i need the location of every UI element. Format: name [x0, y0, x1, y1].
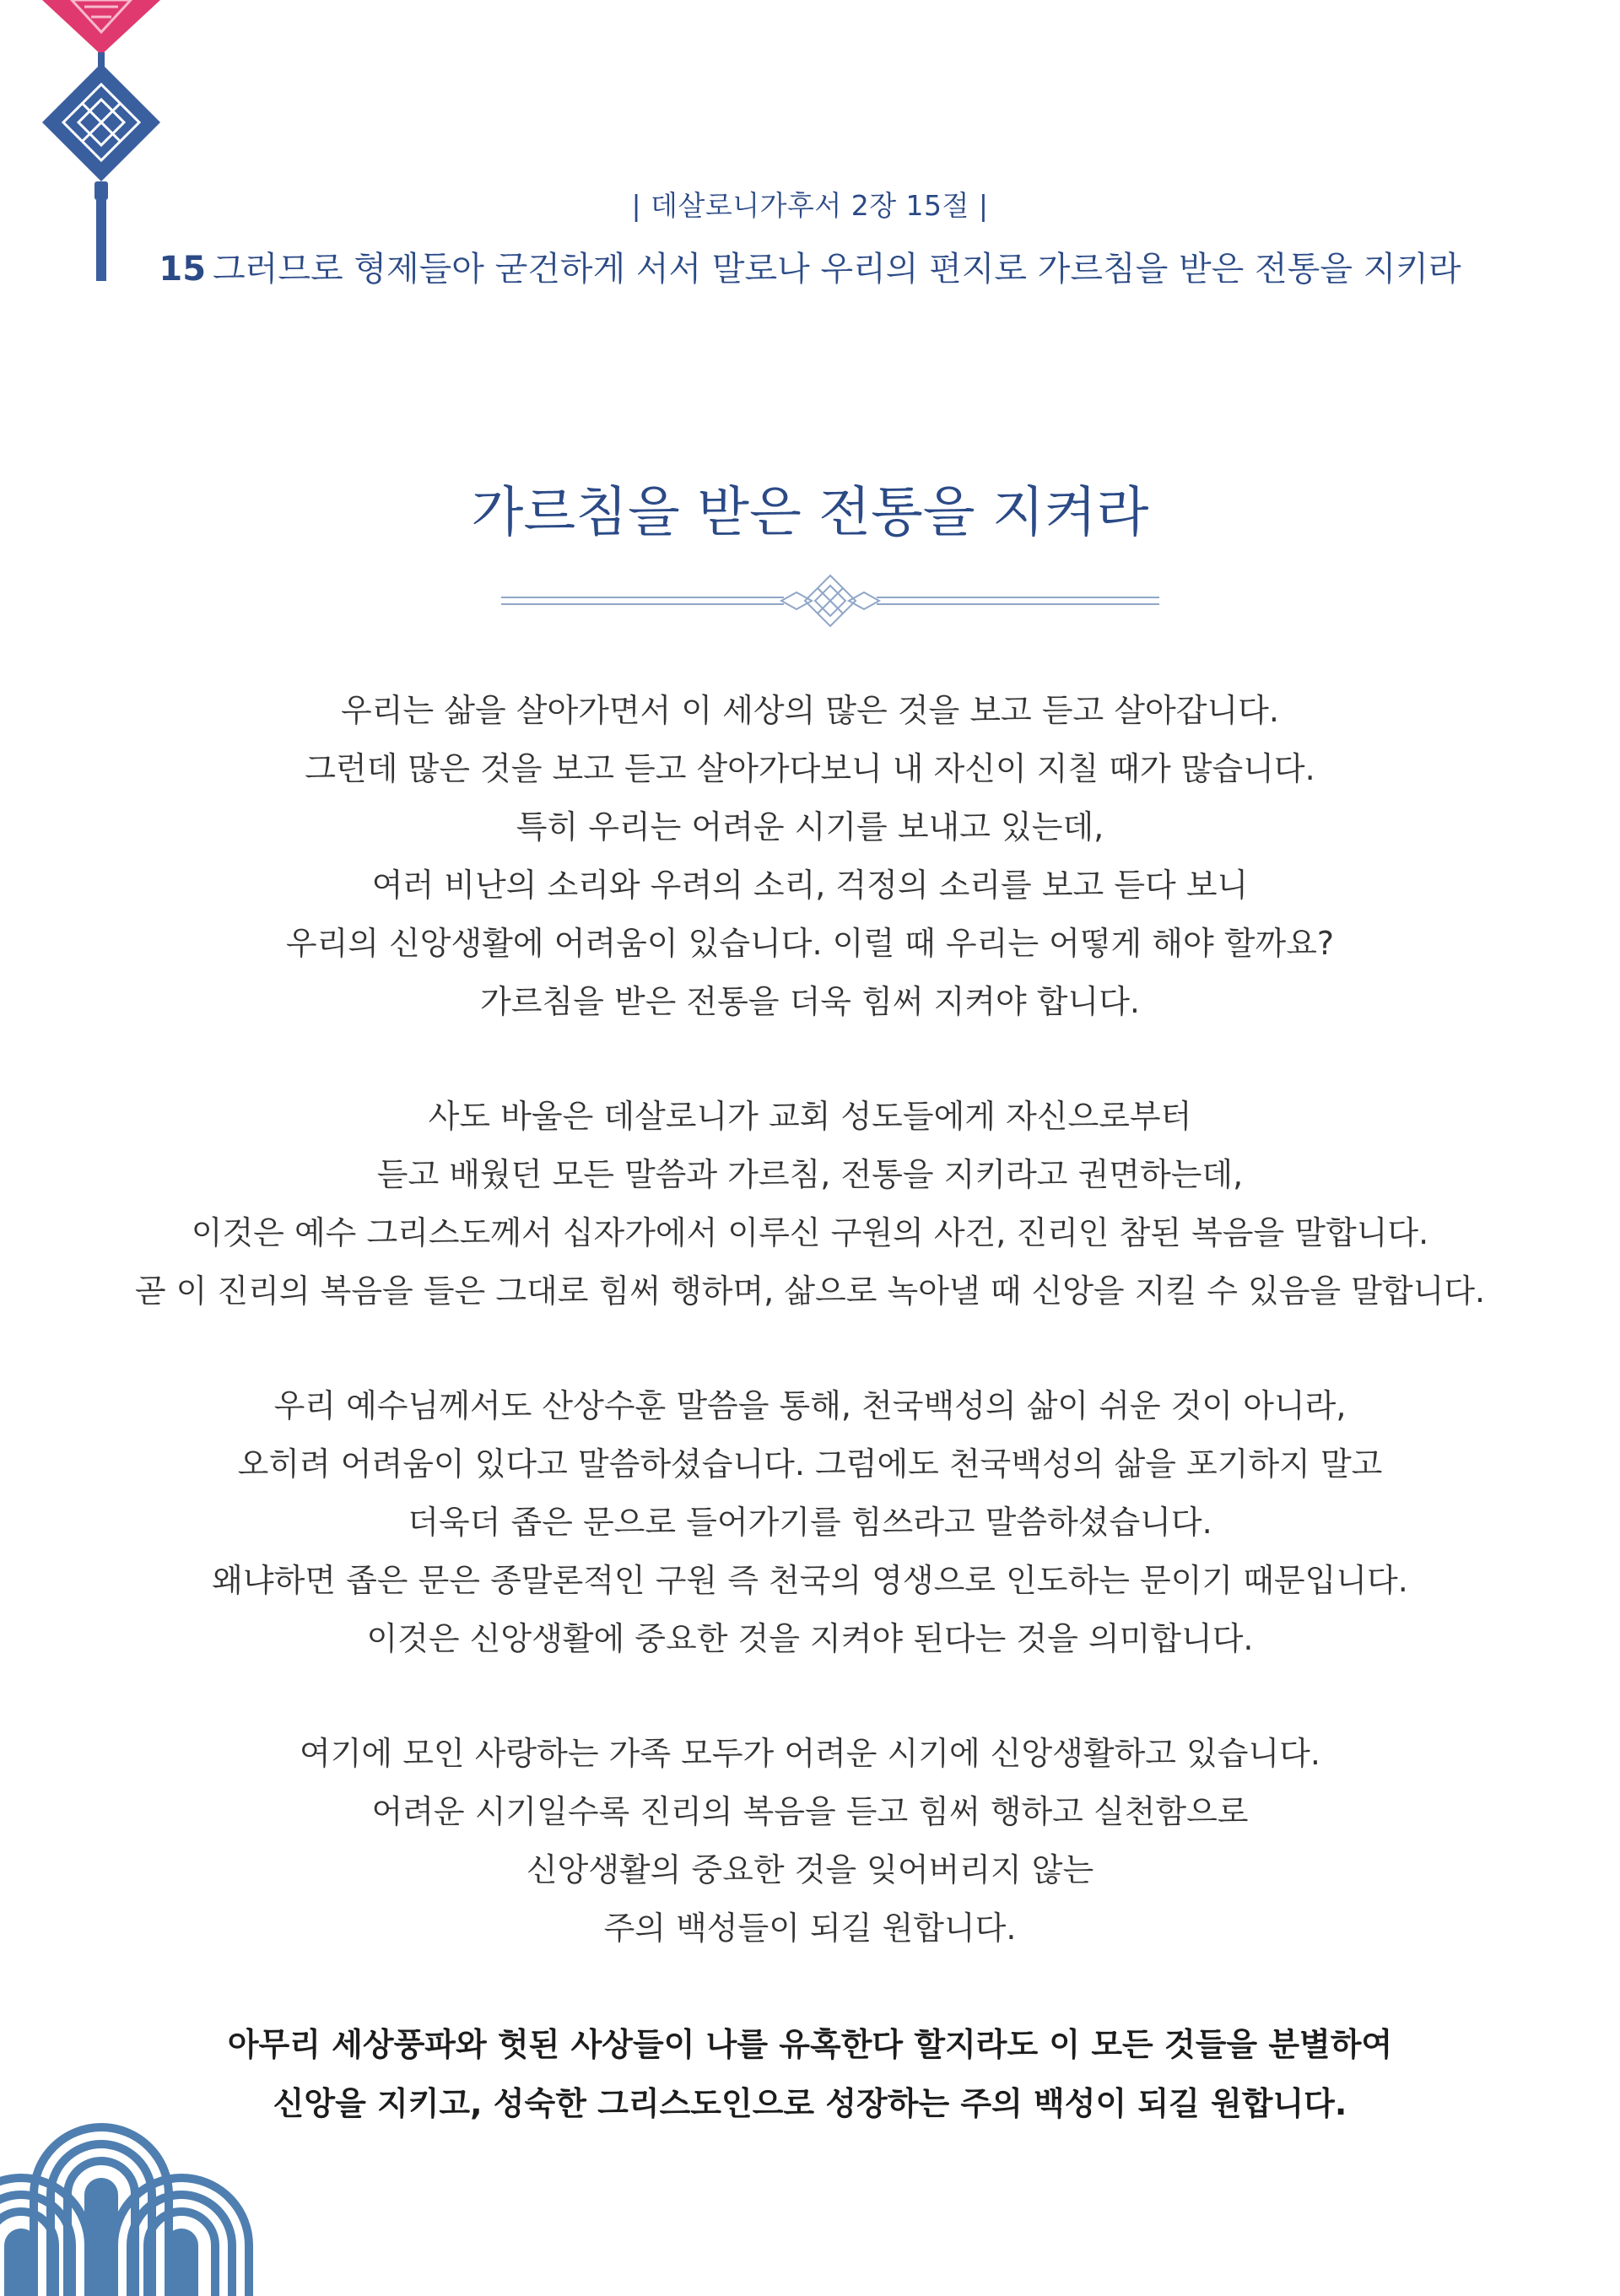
paragraph-4	[0, 1725, 1620, 1958]
text-line: 이것은 신앙생활에 중요한 것을 지켜야 된다는 것을 의미합니다.	[366, 1620, 1254, 1657]
text-line: 오히려 어려움이 있다고 말씀하셨습니다. 그럼에도 천국백성의 삶을 포기하지 말고	[237, 1445, 1383, 1483]
text-line: 듣고 배웠던 모든 말씀과 가르침, 전통을 지키라고 권면하는데,	[376, 1156, 1244, 1193]
text-line: 더욱더 좁은 문으로 들어가기를 힘쓰라고 말씀하셨습니다.	[408, 1504, 1212, 1541]
scripture-reference: | 데살로니가후서 2장 15절 |	[631, 189, 989, 222]
paragraph-3	[0, 1377, 1620, 1668]
closing-line: 아무리 세상풍파와 헛된 사상들이 나를 유혹한다 할지라도 이 모든 것들을 분별하여	[227, 2026, 1393, 2063]
knot-divider-icon	[501, 567, 1159, 635]
sermon-body	[0, 682, 1620, 2014]
text-line: 가르침을 받은 전통을 더욱 힘써 지켜야 합니다.	[479, 983, 1140, 1020]
text-line: 우리의 신앙생활에 어려움이 있습니다. 이럴 때 우리는 어떻게 해야 할까요?	[285, 925, 1335, 962]
text-line: 사도 바울은 데살로니가 교회 성도들에게 자신으로부터	[428, 1098, 1192, 1135]
text-line: 여기에 모인 사랑하는 가족 모두가 어려운 시기에 신앙생활하고 있습니다.	[300, 1735, 1320, 1772]
text-line: 왜냐하면 좁은 문은 종말론적인 구원 즉 천국의 영생으로 인도하는 문이기 때문입니다.	[212, 1562, 1408, 1599]
decorative-arches-icon	[0, 2085, 253, 2296]
text-line: 이것은 예수 그리스도께서 십자가에서 이루신 구원의 사건, 진리인 참된 복음을 말합니다.	[191, 1214, 1429, 1251]
text-line: 특히 우리는 어려운 시기를 보내고 있는데,	[516, 808, 1104, 845]
paragraph-1	[0, 682, 1620, 1031]
text-line: 주의 백성들이 되길 원합니다.	[603, 1910, 1017, 1947]
text-line: 우리 예수님께서도 산상수훈 말씀을 통해, 천국백성의 삶이 쉬운 것이 아니라,	[273, 1387, 1347, 1424]
verse-text: 그러므로 형제들아 굳건하게 서서 말로나 우리의 편지로 가르침을 받은 전통을 지키라	[213, 250, 1461, 289]
text-line: 우리는 삶을 살아가면서 이 세상의 많은 것을 보고 듣고 살아갑니다.	[341, 692, 1279, 729]
paragraph-2	[0, 1088, 1620, 1321]
verse-number: 15	[159, 250, 207, 289]
scripture-block	[0, 184, 1620, 290]
text-line: 어려운 시기일수록 진리의 복음을 듣고 힘써 행하고 실천함으로	[371, 1793, 1249, 1830]
sermon-title: 가르침을 받은 전통을 지켜라	[471, 482, 1149, 544]
text-line: 곧 이 진리의 복음을 들은 그대로 힘써 행하며, 삶으로 녹아낼 때 신앙을 지킬 수 있음을 말합니다.	[134, 1272, 1486, 1310]
text-line: 그런데 많은 것을 보고 듣고 살아가다보니 내 자신이 지칠 때가 많습니다.	[305, 750, 1315, 787]
text-line: 신앙생활의 중요한 것을 잊어버리지 않는	[526, 1851, 1094, 1888]
text-line: 여러 비난의 소리와 우려의 소리, 걱정의 소리를 보고 듣다 보니	[371, 867, 1249, 904]
closing-line: 신앙을 지키고, 성숙한 그리스도인으로 성장하는 주의 백성이 되길 원합니다.	[273, 2085, 1347, 2122]
scripture-verse	[0, 242, 1620, 290]
